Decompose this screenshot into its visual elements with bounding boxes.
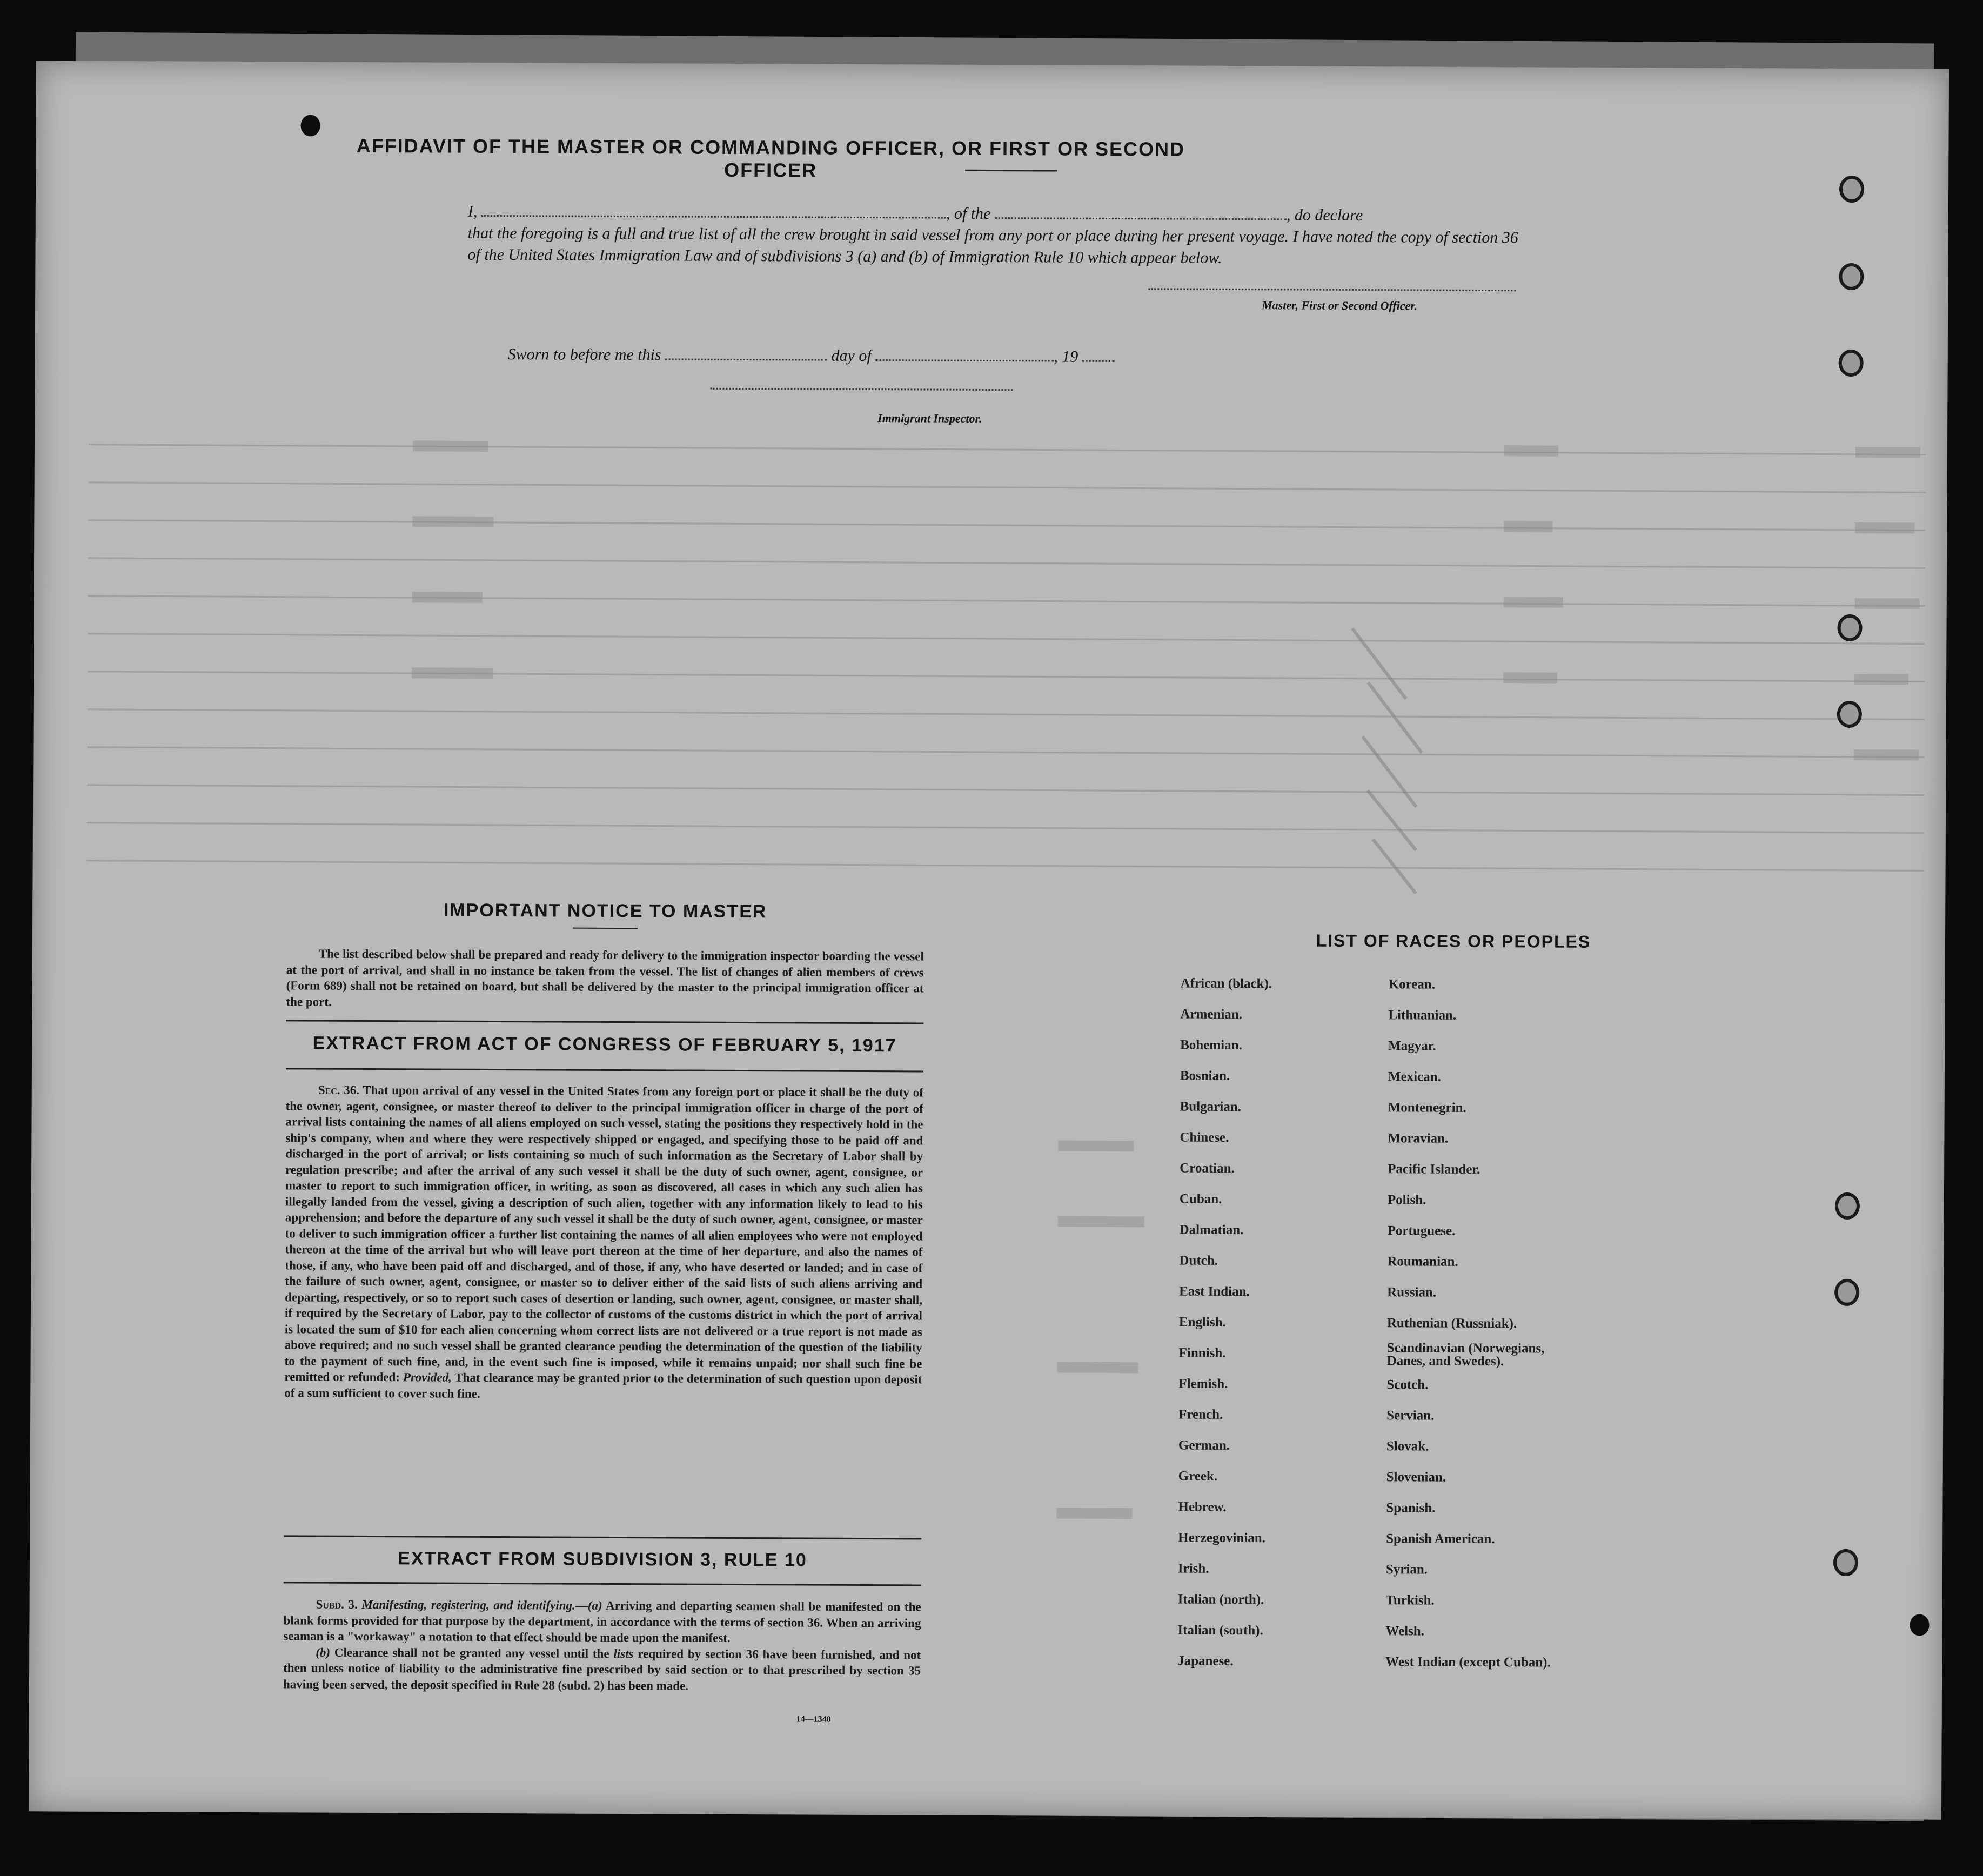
race-item: Pacific Islander. [1388, 1162, 1480, 1177]
inspector-signature-blank[interactable] [710, 388, 1013, 391]
sec-36-text: That upon arrival of any vessel in the United States from any foreign port or place it shall be the duty of the owner, agent, consignee, or master thereof to deliver to the principal immigration officer in charge of the port of arrival lists containing the names of all aliens employed on such vessel, stating the positions they respectively hold in the ship's company, when and where they were respectively shipped or engaged, and specifying those to be paid off and discharged in the port of arrival; or lists containing so much of such information as the Secretary of Labor shall by regulation prescribe; and after the arrival of any such vessel it shall be the duty of such owner, agent, consignee, or master to report to such immigration officer, in writing, as soon as discovered, all cases in which any such alien has illegally landed from the vessel, giving a description of such alien, together with any information likely to lead to his apprehension; and before the departure of any such vessel it shall be the duty of such owner, agent, consignee, or master to deliver to such immigration officer a further list containing the names of all alien employees who were not employed thereon at the time of the arrival but who will leave port thereon at the time of her departure, and also the names of those, if any, who have been paid off and discharged, and of those, if any, who have deserted or landed; and in case of the failure of such owner, agent, consignee, or master so to deliver either of the said lists of such aliens arriving and departing, respectively, or so to report such cases of desertion or landing, such owner, agent, consignee, or master shall, if required by the Secretary of Labor, pay to the collector of customs of the customs district in which the port of arrival is located the sum of $10 for each alien concerning whom correct lists are not delivered or a true report is not made as above required; and no such vessel shall be granted clearance pending the determination of the question of the liability to the payment of such fine, and, in the event such fine is imposed, while it remains unpaid; nor shall such fine be remitted or refunded: [284, 1083, 923, 1384]
form-number: 14—1340 [796, 1714, 831, 1724]
race-item: Polish. [1387, 1192, 1426, 1208]
rule-extract-title: EXTRACT FROM SUBDIVISION 3, RULE 10 [398, 1548, 807, 1571]
race-item: Servian. [1386, 1408, 1435, 1423]
affidavit-title: AFFIDAVIT OF THE MASTER OR COMMANDING OFFICER, OR FIRST OR SECOND OFFICER [356, 134, 1185, 182]
rule-bottom-rule [284, 1582, 921, 1586]
race-item: Turkish. [1385, 1593, 1435, 1608]
race-item: Welsh. [1385, 1624, 1425, 1639]
race-item: Armenian. [1180, 1007, 1243, 1022]
officer-signature-blank[interactable] [1148, 288, 1516, 291]
eyelet-ring [1833, 1549, 1858, 1576]
para-b-text-1: Clearance shall not be granted any vessel until the [334, 1645, 609, 1660]
signature-label: Master, First or Second Officer. [1262, 298, 1418, 313]
race-item: Herzegovinian. [1178, 1530, 1266, 1546]
race-item: French. [1178, 1407, 1223, 1422]
eyelet-ring [1837, 701, 1862, 728]
para-a-label: —(a) [575, 1598, 602, 1612]
race-item: Montenegrin. [1388, 1100, 1466, 1115]
race-item: Roumanian. [1387, 1254, 1458, 1269]
race-item: Ruthenian (Russniak). [1386, 1316, 1517, 1331]
race-item: Moravian. [1388, 1131, 1449, 1146]
para-b-lists: lists [613, 1646, 634, 1660]
race-item: Scandinavian (Norwegians, Danes, and Swedes). [1386, 1341, 1545, 1369]
officer-name-blank[interactable] [481, 215, 946, 219]
sec-label: Sec. 36. [318, 1083, 360, 1097]
sworn-prefix: Sworn to before me this [507, 345, 661, 364]
subd-heading: Manifesting, registering, and identifying. [361, 1597, 575, 1612]
punch-hole [300, 115, 320, 136]
race-item: Hebrew. [1178, 1499, 1227, 1515]
notice-text [286, 946, 924, 1012]
notice-divider [573, 928, 638, 929]
race-item: Cuban. [1179, 1191, 1222, 1207]
rule-top-rule [284, 1535, 921, 1539]
act-top-rule [286, 1020, 923, 1024]
race-item: Lithuanian. [1388, 1008, 1457, 1023]
para-b-text-2: required by section 36 have been furnished, and not then unless notice of liability to the administrative fine prescribed by said section or to that prescribed by section 35 having been served, the deposit specified in Rule 28 (subd. 2) has been made. [283, 1646, 921, 1693]
notice-paragraph: The list described below shall be prepared and ready for delivery to the immigration inspector boarding the vessel at the port of arrival, and shall in no instance be taken from the vessel. The list of changes of alien members of crews (Form 689) shall not be retained on board, but shall be delivered by the master to the principal immigration officer at the port. [286, 947, 924, 1009]
document-page [29, 61, 1949, 1819]
race-item: West Indian (except Cuban). [1385, 1654, 1551, 1670]
subd-label: Subd. 3. [316, 1597, 358, 1611]
declaration-of-the: , of the [946, 204, 991, 223]
race-item: Flemish. [1178, 1376, 1228, 1391]
race-item: Spanish. [1386, 1500, 1436, 1516]
sworn-year: , 19 [1054, 347, 1078, 366]
race-item: Irish. [1177, 1561, 1209, 1576]
race-item: East Indian. [1179, 1284, 1250, 1299]
race-item: Mexican. [1388, 1069, 1441, 1084]
proviso-label: Provided, [403, 1370, 452, 1384]
race-item: German. [1178, 1438, 1230, 1453]
race-item: Russian. [1387, 1285, 1437, 1300]
proviso-text: That clearance may be granted prior to the determination of such question upon deposit of a sum sufficient to cover such fine. [284, 1370, 922, 1401]
eyelet-ring [1835, 1192, 1860, 1220]
eyelet-ring [1839, 176, 1864, 203]
race-item: Greek. [1178, 1469, 1218, 1484]
eyelet-ring [1839, 263, 1864, 290]
para-a-text: Arriving and departing seamen shall be manifested on the blank forms provided for that purpose by the department, in accordance with the terms of section 36. When an arriving seaman is a "workaway" a notation to that effect should be made upon the manifest. [283, 1598, 921, 1645]
inspector-label: Immigrant Inspector. [877, 411, 982, 425]
punch-hole [1910, 1614, 1929, 1636]
eyelet-ring [1837, 614, 1862, 641]
race-item: Bosnian. [1180, 1068, 1230, 1083]
race-item: Magyar. [1388, 1038, 1436, 1054]
rule-extract-text [283, 1596, 921, 1694]
declaration-text: that the foregoing is a full and true list of all the crew brought in said vessel from any port or place during her present voyage. I have noted the copy of section 36 of the United States Immigration Law and of subdivisions 3 (a) and (b) of Immigration Rule 10 which appear below. [467, 224, 1518, 267]
act-extract-text [284, 1082, 923, 1403]
race-item: Chinese. [1180, 1130, 1229, 1145]
race-item: Dutch. [1179, 1253, 1218, 1268]
declaration-do-declare: , do declare [1286, 206, 1363, 225]
sworn-month-blank[interactable] [875, 359, 1054, 361]
act-extract-title: EXTRACT FROM ACT OF CONGRESS OF FEBRUARY 5, 1917 [312, 1033, 897, 1056]
race-item: Spanish American. [1386, 1531, 1495, 1547]
notice-title: IMPORTANT NOTICE TO MASTER [443, 900, 767, 922]
para-b-label: (b) [316, 1645, 331, 1659]
sworn-year-blank[interactable] [1082, 360, 1115, 362]
eyelet-ring [1834, 1279, 1859, 1306]
eyelet-ring [1839, 350, 1864, 377]
race-item: African (black). [1180, 976, 1272, 991]
races-title: LIST OF RACES OR PEOPLES [1316, 930, 1591, 952]
race-item: Syrian. [1385, 1562, 1428, 1577]
act-bottom-rule [286, 1068, 923, 1072]
race-item: English. [1178, 1315, 1226, 1330]
race-item: Dalmatian. [1179, 1222, 1244, 1238]
sworn-day-of: day of [831, 346, 872, 365]
race-item: Finnish. [1178, 1345, 1226, 1361]
race-item: Croatian. [1180, 1161, 1235, 1176]
race-item: Scotch. [1386, 1377, 1429, 1392]
race-item: Japanese. [1177, 1653, 1234, 1669]
race-item: Bulgarian. [1180, 1099, 1241, 1115]
declaration-i: I, [467, 202, 478, 220]
sworn-line [508, 344, 1210, 368]
race-item: Korean. [1388, 977, 1436, 992]
race-item: Portuguese. [1387, 1223, 1456, 1238]
vessel-name-blank[interactable] [995, 217, 1287, 220]
race-item: Bohemian. [1180, 1037, 1242, 1053]
race-item: Italian (north). [1177, 1592, 1264, 1607]
sworn-day-blank[interactable] [665, 358, 827, 360]
race-item: Slovenian. [1386, 1470, 1446, 1485]
race-item: Italian (south). [1177, 1623, 1263, 1638]
race-item: Slovak. [1386, 1439, 1429, 1454]
